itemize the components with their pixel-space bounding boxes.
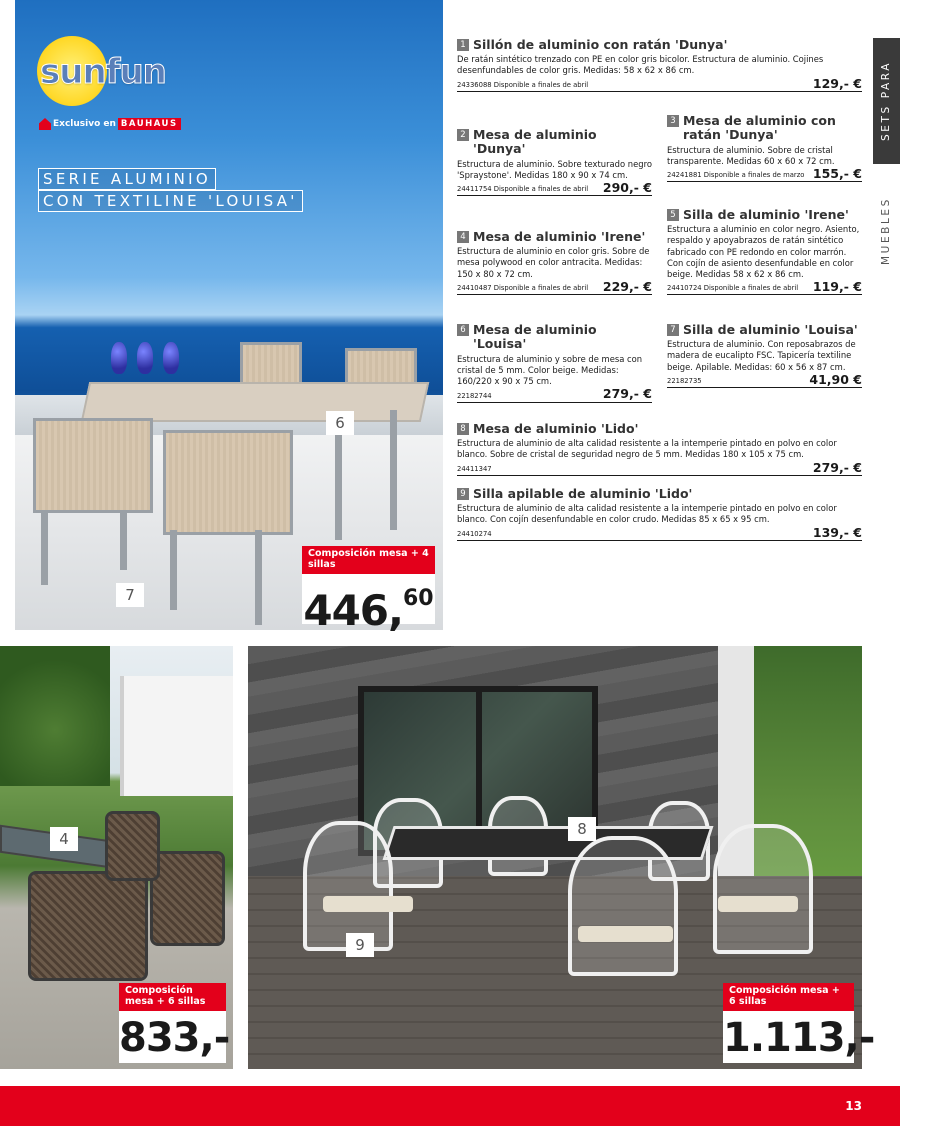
product-description: Estructura de aluminio y sobre de mesa con cristal de 5 mm. Color beige. Medidas: 160/220 x 90 x 75 cm. bbox=[457, 353, 643, 386]
product-number: 7 bbox=[667, 324, 679, 336]
product-code: 24410487 Disponible a finales de abril bbox=[457, 284, 589, 293]
product-4 bbox=[457, 230, 652, 295]
serie-heading bbox=[38, 168, 303, 213]
side-tab-muebles: MUEBLES bbox=[880, 197, 892, 265]
product-title: Sillón de aluminio con ratán 'Dunya' bbox=[473, 37, 728, 52]
left-price-amount: 833,- bbox=[119, 1014, 230, 1061]
hero-price-amount bbox=[302, 574, 435, 636]
bauhaus-brand: BAUHAUS bbox=[118, 118, 181, 130]
photo-tag-4: 4 bbox=[50, 827, 78, 851]
lido-chair bbox=[568, 836, 678, 976]
photo-tag-9: 9 bbox=[346, 933, 374, 957]
chair-leg bbox=[41, 510, 48, 585]
right-price-label: Composición mesa + 6 sillas bbox=[723, 983, 854, 1011]
product-number: 1 bbox=[457, 39, 469, 51]
product-price: 279,- € bbox=[812, 459, 862, 475]
product-description: De ratán sintético trenzado con PE en color gris bicolor. Estructura de aluminio. Cojines desenfundables de color gris. Medidas: 58 x 62 x 86 cm. bbox=[457, 54, 824, 76]
right-price-box bbox=[723, 983, 875, 1063]
louisa-table bbox=[81, 382, 430, 422]
chair-leg bbox=[170, 530, 177, 610]
photo-tag-6: 6 bbox=[326, 411, 354, 435]
side-tab-sets-para-comer: SETS PARA COMER bbox=[873, 38, 900, 164]
product-price: 279,- € bbox=[602, 386, 652, 402]
product-code: 22182744 bbox=[457, 391, 492, 400]
product-price: 290,- € bbox=[602, 179, 652, 195]
product-code: 22182735 bbox=[667, 377, 702, 386]
footer-bar bbox=[0, 1086, 900, 1126]
product-description: Estructura de aluminio. Sobre texturado negro 'Spraystone'. Medidas 180 x 90 x 74 cm. bbox=[457, 158, 652, 180]
product-description: Estructura de aluminio. Con reposabrazos de madera de eucalipto FSC. Tapicería textiline beige. Apilable. Medidas: 60 x 56 x 87 cm. bbox=[667, 339, 856, 372]
product-title: Mesa de aluminio 'Dunya' bbox=[473, 127, 597, 157]
serie-line1: SERIE ALUMINIO bbox=[38, 168, 216, 190]
product-number: 2 bbox=[457, 129, 469, 141]
left-price-box bbox=[119, 983, 230, 1063]
exclusive-badge bbox=[39, 117, 181, 131]
product-price: 119,- € bbox=[812, 278, 862, 294]
product-price: 129,- € bbox=[812, 75, 862, 91]
product-title: Mesa de aluminio 'Lido' bbox=[473, 421, 639, 436]
bauhaus-house-icon bbox=[39, 118, 51, 130]
product-7 bbox=[667, 323, 862, 388]
irene-chair bbox=[28, 871, 148, 981]
product-number: 8 bbox=[457, 423, 469, 435]
product-price: 229,- € bbox=[602, 278, 652, 294]
photo-tag-7: 7 bbox=[116, 583, 144, 607]
vase bbox=[111, 342, 127, 374]
photo-tag-8: 8 bbox=[568, 817, 596, 841]
vase bbox=[137, 342, 153, 374]
product-description: Estructura de aluminio de alta calidad resistente a la intemperie pintado en polvo en color blanco. Sobre de cristal de seguridad negro de 5 mm. Medidas 180 x 105 x 75 cm. bbox=[457, 438, 837, 460]
product-number: 3 bbox=[667, 115, 679, 127]
right-price-amount: 1.113,- bbox=[723, 1014, 875, 1061]
product-description: Estructura a aluminio en color negro. Asiento, respaldo y apoyabrazos de ratán sintético fabricado con PE redondo en color marrón. Con cojín de asiento desenfundable en color beige. Medidas 58 x 62 x 86 cm. bbox=[667, 224, 860, 279]
product-code: 24410724 Disponible a finales de abril bbox=[667, 284, 799, 293]
product-price: 139,- € bbox=[812, 524, 862, 540]
hero-price-label: Composición mesa + 4 sillas bbox=[302, 546, 435, 574]
lido-chair bbox=[713, 824, 813, 954]
product-8 bbox=[457, 422, 862, 476]
vase bbox=[163, 342, 179, 374]
product-5 bbox=[667, 208, 862, 295]
irene-chair bbox=[150, 851, 225, 946]
product-number: 5 bbox=[667, 209, 679, 221]
product-6 bbox=[457, 323, 652, 403]
product-9 bbox=[457, 487, 862, 541]
product-code: 24411754 Disponible a finales de abril bbox=[457, 185, 589, 194]
product-title: Mesa de aluminio con ratán 'Dunya' bbox=[683, 113, 836, 143]
chair-cushion bbox=[323, 896, 413, 912]
chair-cushion bbox=[718, 896, 798, 912]
hero-photo bbox=[15, 0, 443, 630]
product-code: 24411347 bbox=[457, 465, 492, 474]
pergola bbox=[120, 676, 233, 796]
product-price: 155,- € bbox=[812, 165, 862, 181]
hero-price-box bbox=[302, 546, 435, 635]
product-title: Silla de aluminio 'Louisa' bbox=[683, 322, 858, 337]
chair-cushion bbox=[578, 926, 673, 942]
product-title: Mesa de aluminio 'Louisa' bbox=[473, 322, 597, 352]
product-description: Estructura de aluminio de alta calidad resistente a la intemperie pintado en polvo en color blanco. Con cojín desenfundable en color crudo. Medidas 85 x 65 x 95 cm. bbox=[457, 503, 837, 525]
product-number: 4 bbox=[457, 231, 469, 243]
product-number: 9 bbox=[457, 488, 469, 500]
louisa-chair bbox=[163, 430, 293, 535]
product-price: 41,90 € bbox=[809, 371, 862, 387]
serie-line2: CON TEXTILINE 'LOUISA' bbox=[38, 190, 303, 212]
product-description: Estructura de aluminio en color gris. Sobre de mesa polywood en color antracita. Medidas: 150 x 80 x 72 cm. bbox=[457, 246, 650, 279]
table-leg bbox=[335, 420, 342, 540]
product-1 bbox=[457, 38, 862, 92]
product-code: 24336088 Disponible a finales de abril bbox=[457, 81, 589, 90]
page-number: 13 bbox=[845, 1099, 862, 1113]
chair-leg bbox=[255, 530, 262, 625]
product-code: 24241881 Disponible a finales de marzo bbox=[667, 171, 805, 180]
product-title: Silla de aluminio 'Irene' bbox=[683, 207, 849, 222]
irene-chair bbox=[105, 811, 160, 881]
sunfun-logo: sunfun bbox=[40, 52, 166, 92]
tree bbox=[0, 646, 110, 786]
product-2 bbox=[457, 128, 652, 196]
product-title: Silla apilable de aluminio 'Lido' bbox=[473, 486, 693, 501]
louisa-chair bbox=[33, 418, 153, 513]
product-code: 24410274 bbox=[457, 530, 492, 539]
product-number: 6 bbox=[457, 324, 469, 336]
chair-leg bbox=[120, 510, 127, 570]
hero-price-int: 446, bbox=[303, 585, 403, 635]
product-3 bbox=[667, 114, 862, 182]
table-leg bbox=[390, 410, 397, 530]
lido-chair bbox=[303, 821, 393, 951]
left-price-label: Composición mesa + 6 sillas bbox=[119, 983, 226, 1011]
hero-price-dec: 60 bbox=[403, 585, 434, 611]
product-title: Mesa de aluminio 'Irene' bbox=[473, 229, 646, 244]
exclusive-text: Exclusivo en bbox=[53, 119, 116, 129]
product-description: Estructura de aluminio. Sobre de cristal transparente. Medidas 60 x 60 x 72 cm. bbox=[667, 144, 835, 166]
